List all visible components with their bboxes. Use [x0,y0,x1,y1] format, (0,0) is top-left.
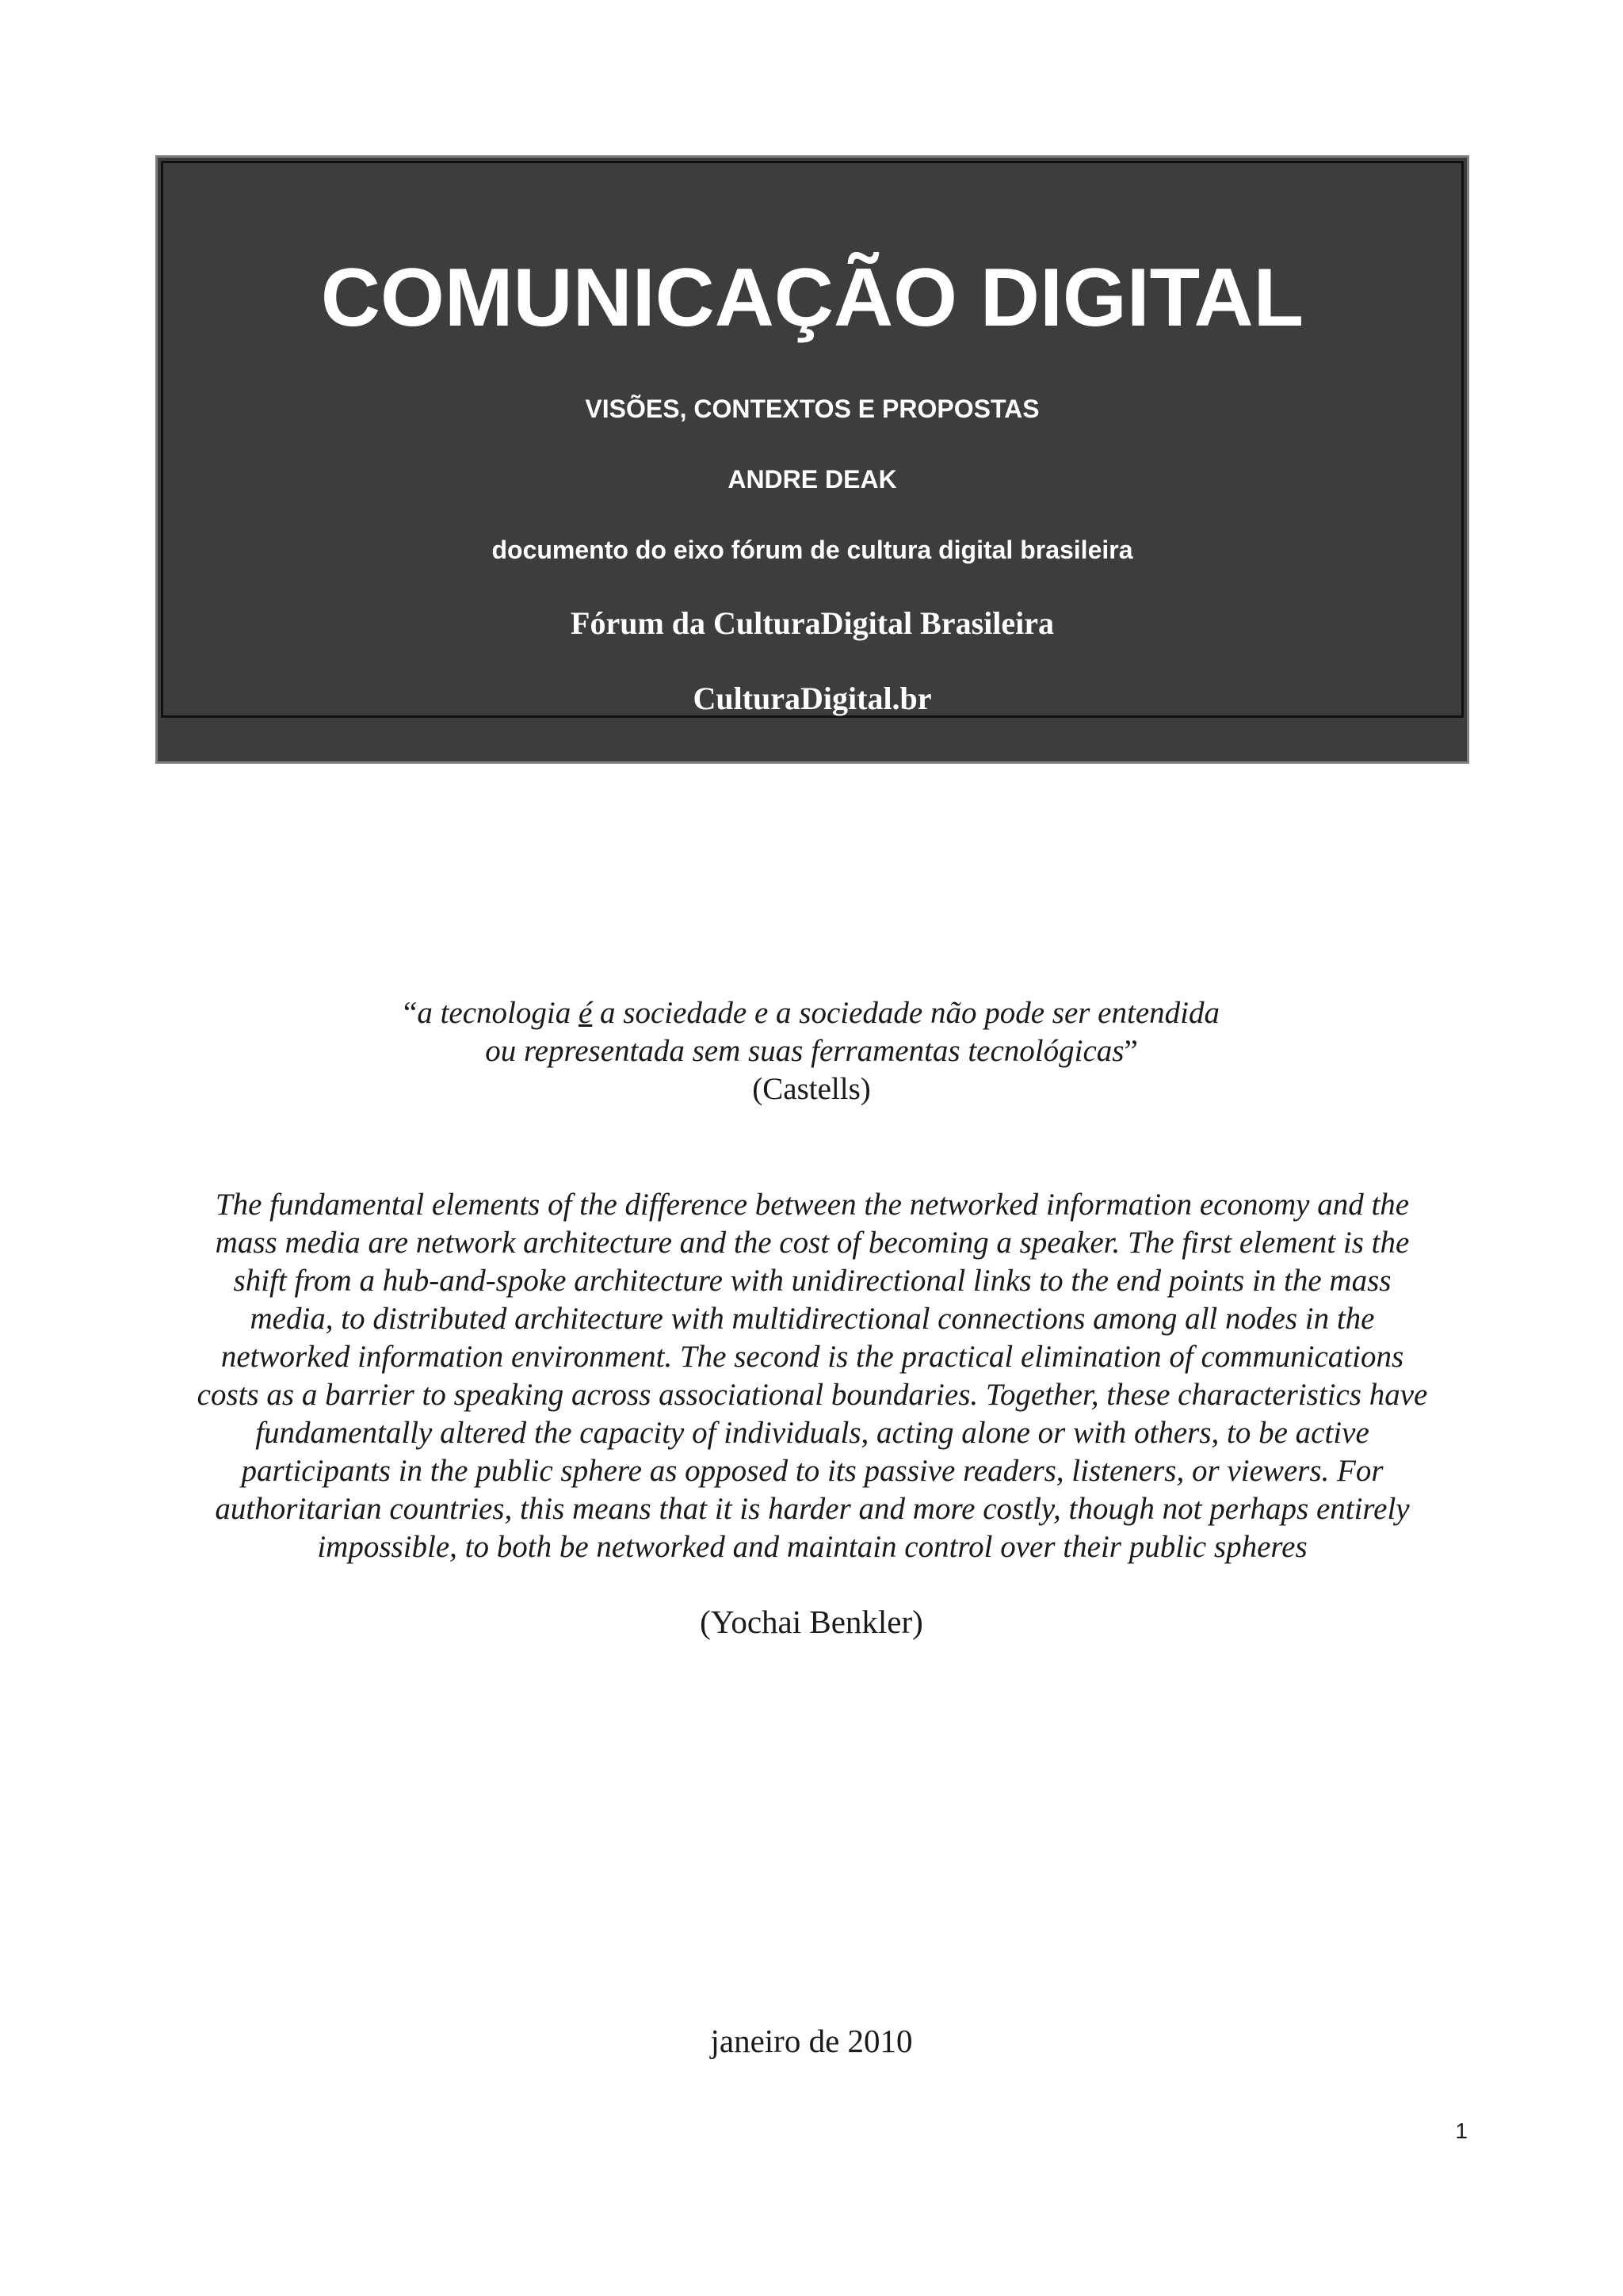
benkler-quote-line: The fundamental elements of the difference between the networked information economy and the [215,1188,1410,1222]
benkler-quote-line: media, to distributed architecture with multidirectional connections among all nodes in the [250,1302,1375,1336]
document-subtitle: VISÕES, CONTEXTOS E PROPOSTAS [585,395,1040,423]
benkler-quote-line: participants in the public sphere as opposed to its passive readers, listeners, or viewers. For [241,1454,1384,1488]
castells-quote [0,994,1623,1108]
benkler-attribution: (Yochai Benkler) [700,1604,923,1640]
benkler-quote-line: shift from a hub-and-spoke architecture with unidirectional links to the end points in the mass [233,1264,1392,1298]
castells-quote-line-2 [0,1032,1623,1070]
title-banner-frame [161,161,1464,718]
castells-attribution: (Castells) [752,1072,871,1106]
benkler-quote-line: fundamentally altered the capacity of individuals, acting alone or with others, to be active [255,1416,1369,1450]
castells-quote-underlined-word: é [578,996,593,1030]
castells-quote-part-2: a sociedade e a sociedade não pode ser entendida [592,996,1220,1030]
document-description: documento do eixo fórum de cultura digital brasileira [491,536,1133,564]
benkler-quote-line: impossible, to both be networked and maintain control over their public spheres [317,1530,1308,1564]
benkler-quote-line: mass media are network architecture and the cost of becoming a speaker. The first element is the [215,1226,1410,1260]
castells-quote-part-1: a tecnologia [417,996,579,1030]
castells-quote-line-2-text: ou representada sem suas ferramentas tecnológicas [485,1034,1125,1068]
document-title: COMUNICAÇÃO DIGITAL [320,252,1304,344]
forum-name: Fórum da CulturaDigital Brasileira [571,605,1054,641]
open-quote-mark: “ [403,996,418,1030]
benkler-quote-line: authoritarian countries, this means that it is harder and more costly, though not perhaps entirely [215,1492,1410,1526]
benkler-quote [155,1186,1469,1566]
close-quote-mark: ” [1124,1034,1138,1068]
title-banner [155,155,1469,764]
author-name: ANDRE DEAK [727,465,897,494]
page-number: 1 [1455,2119,1468,2143]
benkler-quote-line: networked information environment. The second is the practical elimination of communications [220,1340,1404,1374]
document-date: janeiro de 2010 [710,2023,913,2059]
site-name: CulturaDigital.br [693,681,932,716]
castells-quote-line-1 [0,994,1623,1032]
benkler-quote-line: costs as a barrier to speaking across associational boundaries. Together, these characteristics have [197,1378,1428,1412]
